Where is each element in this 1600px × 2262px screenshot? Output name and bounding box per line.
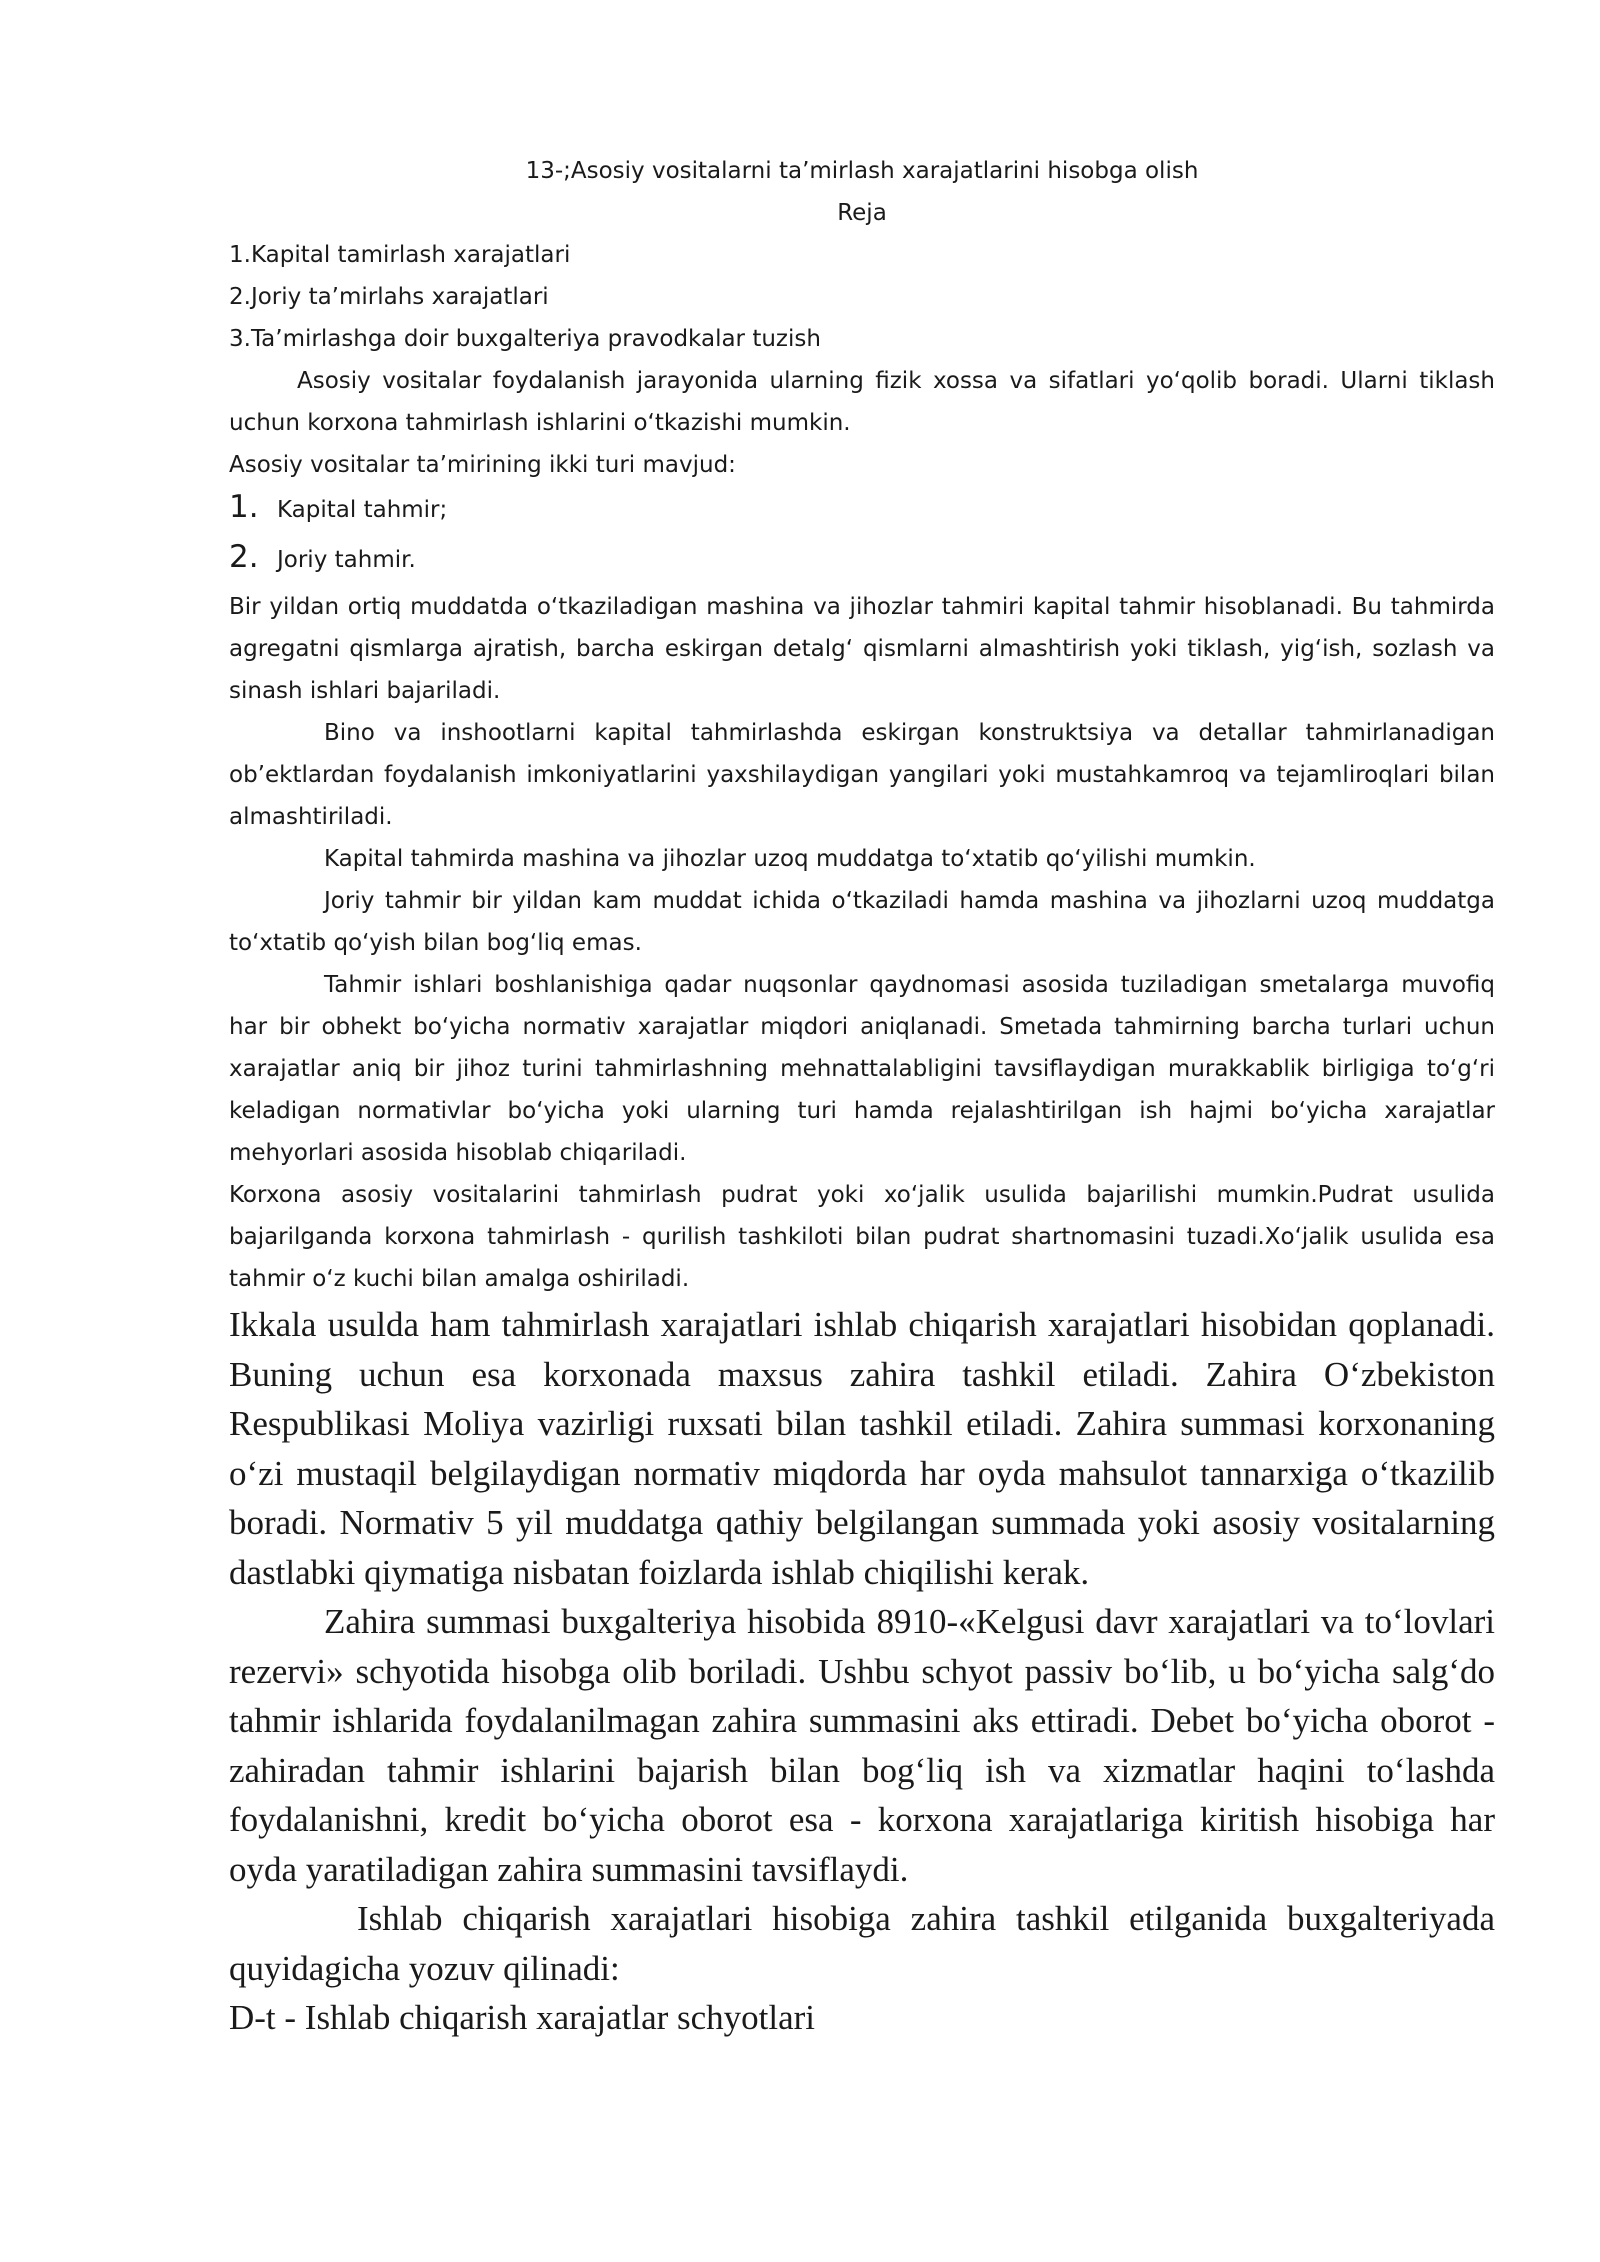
list-text: Kapital tahmir;	[277, 497, 448, 523]
plan-item: 1.Kapital tamirlash xarajatlari	[229, 242, 571, 268]
buildings-paragraph: Bino va inshootlarni kapital tahmirlashda eskirgan konstruktsiya va detallar tahmirlanadigan ob’ektlardan foydalanish imkoniyatlarini yaxshilaydigan yangilari yoki mustahkamroq va tejamliroqlari bilan almashtiriladi.	[229, 720, 1495, 830]
stoppage-paragraph: Kapital tahmirda mashina va jihozlar uzoq muddatga to‘xtatib qo‘yilishi mumkin.	[324, 846, 1256, 872]
estimates-paragraph: Tahmir ishlari boshlanishiga qadar nuqsonlar qaydnomasi asosida tuziladigan smetalarga muvofiq har bir obhekt bo‘yicha normativ xarajatlar miqdori aniqlanadi. Smetada tahmirning barcha turlari uchun xarajatlar aniq bir jihoz turini tahmirlashning mehnattalabligini tavsiflaydigan murakkablik birligiga to‘g‘ri keladigan normativlar bo‘yicha yoki ularning turi hamda rejalashtirilgan ish hajmi bo‘yicha xarajatlar mehyorlari asosida hisoblab chiqariladi.	[229, 972, 1495, 1166]
current-repair-paragraph: Joriy tahmir bir yildan kam muddat ichida o‘tkaziladi hamda mashina va jihozlarni uzoq muddatga to‘xtatib qo‘yish bilan bog‘liq emas.	[229, 888, 1495, 956]
plan-item: 3.Ta’mirlashga doir buxgalteriya pravodkalar tuzish	[229, 326, 821, 352]
list-number: 1.	[229, 489, 259, 525]
debit-line: D-t - Ishlab chiqarish xarajatlar schyotlari	[229, 1998, 816, 2037]
document-title: 13-;Asosiy vositalarni ta’mirlash xarajatlarini hisobga olish	[525, 158, 1199, 184]
plan-item: 2.Joriy ta’mirlahs xarajatlari	[229, 284, 549, 310]
plan-heading: Reja	[837, 200, 887, 226]
types-heading: Asosiy vositalar ta’mirining ikki turi mavjud:	[229, 452, 736, 478]
intro-paragraph: Asosiy vositalar foydalanish jarayonida ularning fizik xossa va sifatlari yo‘qolib boradi. Ularni tiklash uchun korxona tahmirlash ishlarini o‘tkazishi mumkin.	[229, 368, 1495, 436]
list-text: Joriy tahmir.	[277, 547, 416, 573]
capital-repair-paragraph: Bir yildan ortiq muddatda o‘tkaziladigan mashina va jihozlar tahmiri kapital tahmir hisoblanadi. Bu tahmirda agregatni qismlarga ajratish, barcha eskirgan detalg‘ qismlarni almashtirish yoki tiklash, yig‘ish, sozlash va sinash ishlari bajariladi.	[229, 594, 1495, 704]
list-item	[229, 486, 1495, 536]
reserve-paragraph: Ikkala usulda ham tahmirlash xarajatlari ishlab chiqarish xarajatlari hisobidan qoplanadi. Buning uchun esa korxonada maxsus zahira tashkil etiladi. Zahira O‘zbekiston Respublikasi Moliya vazirligi ruxsati bilan tashkil etiladi. Zahira summasi korxonaning o‘zi mustaqil belgilaydigan normativ miqdorda har oyda mahsulot tannarxiga o‘tkazilib boradi. Normativ 5 yil muddatga qathiy belgilangan summada yoki asosiy vositalarning dastlabki qiymatiga nisbatan foizlarda ishlab chiqilishi kerak.	[229, 1305, 1495, 1592]
account-paragraph: Zahira summasi buxgalteriya hisobida 8910-«Kelgusi davr xarajatlari va to‘lovlari rezervi» schyotida hisobga olib boriladi. Ushbu schyot passiv bo‘lib, u bo‘yicha salg‘do tahmir ishlarida foydalanilmagan zahira summasini aks ettiradi. Debet bo‘yicha oborot - zahiradan tahmir ishlarini bajarish bilan bog‘liq ish va xizmatlar haqini to‘lashda foydalanishni, kredit bo‘yicha oborot esa - korxona xarajatlariga kiritish hisobiga har oyda yaratiladigan zahira summasini tavsiflaydi.	[229, 1602, 1495, 1889]
document-body	[229, 150, 1495, 2043]
list-item	[229, 536, 1495, 586]
methods-paragraph: Korxona asosiy vositalarini tahmirlash pudrat yoki xo‘jalik usulida bajarilishi mumkin.Pudrat usulida bajarilganda korxona tahmirlash - qurilish tashkiloti bilan pudrat shartnomasini tuzadi.Xo‘jalik usulida esa tahmir o‘z kuchi bilan amalga oshiriladi.	[229, 1182, 1495, 1292]
entry-paragraph: Ishlab chiqarish xarajatlari hisobiga zahira tashkil etilganida buxgalteriyada quyidagicha yozuv qilinadi:	[229, 1899, 1495, 1988]
list-number: 2.	[229, 539, 259, 575]
